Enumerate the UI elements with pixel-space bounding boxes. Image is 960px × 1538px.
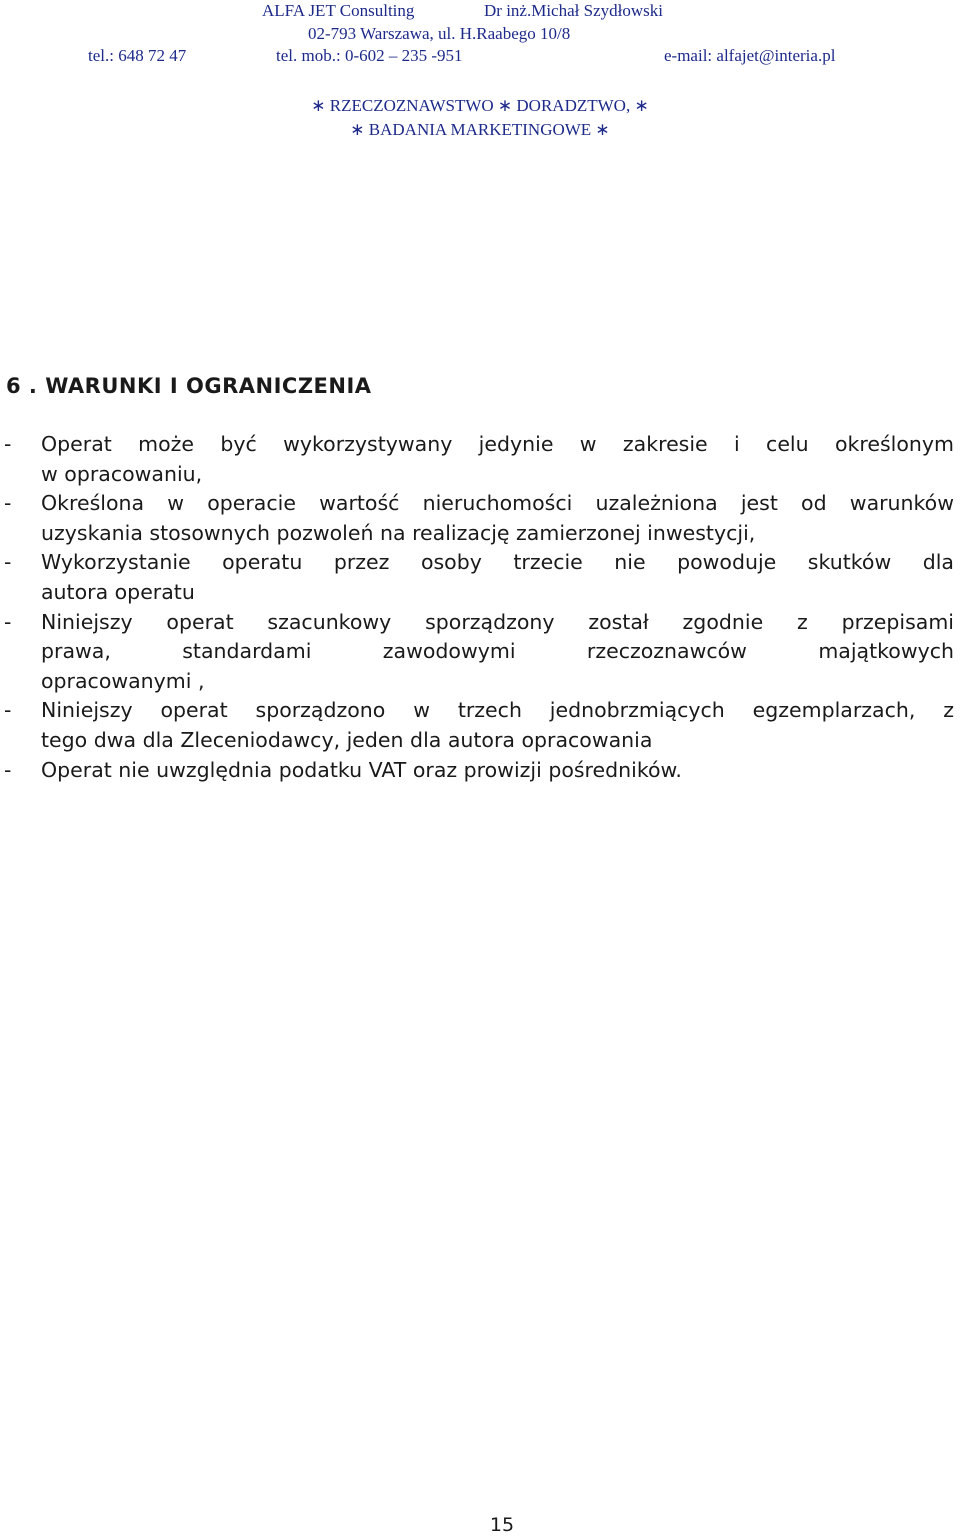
list-bullet: - (4, 491, 12, 516)
list-item (0, 548, 960, 607)
list-bullet: - (4, 757, 12, 782)
page-number: 15 (489, 1514, 515, 1536)
list-item (0, 489, 960, 548)
letterhead-row-1 (0, 1, 960, 23)
email-address: e-mail: alfajet@interia.pl (664, 46, 836, 65)
services-text-1: ∗ RZECZOZNAWSTWO ∗ DORADZTWO, ∗ (311, 96, 649, 115)
letterhead-row-3 (0, 46, 960, 68)
list-item (0, 430, 960, 489)
list-item (0, 608, 960, 697)
section-title: 6 . WARUNKI I OGRANICZENIA (6, 374, 372, 398)
list-item (0, 756, 960, 786)
list-item (0, 696, 960, 755)
company-address: 02-793 Warszawa, ul. H.Raabego 10/8 (308, 24, 571, 43)
list-bullet: - (4, 432, 12, 456)
list-item-line: Określona w operacie wartość nieruchomości uzależniona jest od warunków (41, 491, 954, 516)
list-item-line: Niniejszy operat szacunkowy sporządzony został zgodnie z przepisami (41, 609, 954, 634)
list-item-line: opracowanymi , (41, 668, 205, 693)
company-name: ALFA JET Consulting (262, 1, 415, 20)
phone-number: tel.: 648 72 47 (88, 46, 187, 65)
list-item-line: uzyskania stosownych pozwoleń na realizację zamierzonej inwestycji, (41, 520, 756, 545)
services-line-1 (0, 96, 960, 118)
mobile-number: tel. mob.: 0-602 – 235 -951 (276, 46, 463, 65)
list-item-line: Wykorzystanie operatu przez osoby trzecie nie powoduje skutków dla (41, 550, 954, 575)
list-bullet: - (4, 609, 12, 634)
owner-name: Dr inż.Michał Szydłowski (484, 1, 663, 20)
list-bullet: - (4, 550, 12, 575)
list-bullet: - (4, 698, 12, 723)
list-item-line: prawa, standardami zawodowymi rzeczoznawców majątkowych (41, 639, 954, 664)
conditions-list (0, 430, 960, 785)
list-item-line: tego dwa dla Zleceniodawcy, jeden dla autora opracowania (41, 727, 653, 752)
list-item-line: Niniejszy operat sporządzono w trzech jednobrzmiących egzemplarzach, z (41, 698, 954, 723)
services-text-2: ∗ BADANIA MARKETINGOWE ∗ (350, 120, 610, 139)
list-item-line: autora operatu (41, 579, 195, 604)
list-item-line: Operat może być wykorzystywany jedynie w zakresie i celu określonym (41, 432, 954, 456)
list-item-line: w opracowaniu, (41, 461, 203, 486)
services-line-2 (0, 120, 960, 142)
letterhead-row-2 (0, 24, 960, 46)
list-item-line: Operat nie uwzględnia podatku VAT oraz prowizji pośredników. (41, 757, 682, 782)
